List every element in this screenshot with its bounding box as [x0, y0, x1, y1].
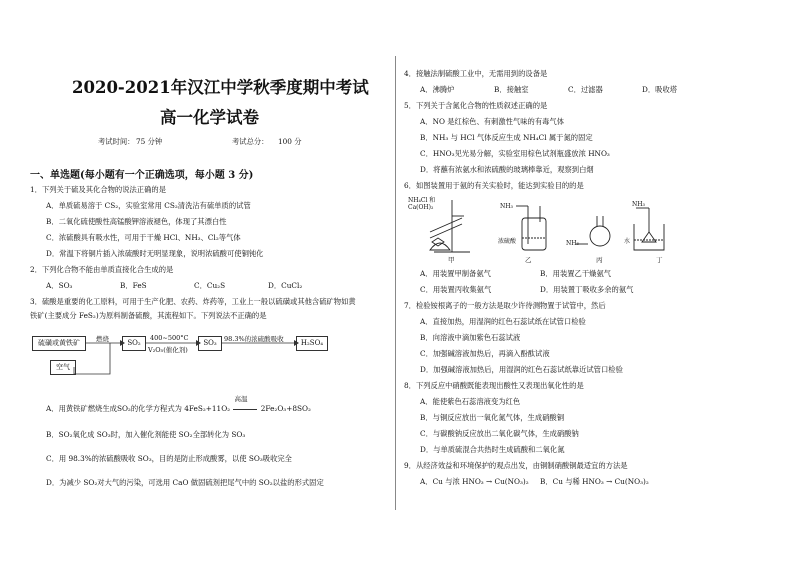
- q8-option-d: D．与单质硫混合共热时生成硫酸和二氧化氮: [420, 445, 565, 454]
- q3-stem-line2: 铁矿(主要成分 FeS₂)为原料制备硫酸，其流程如下。下列说法不正确的是: [30, 311, 267, 320]
- q5-option-c: C．HNO₃见光易分解，实验室用棕色试剂瓶盛放浓 HNO₃: [420, 149, 610, 158]
- q4-stem: 4．接触法制硫酸工业中，无需用到的设备是: [404, 69, 548, 78]
- q1-stem: 1．下列关于硫及其化合物的说法正确的是: [30, 185, 166, 194]
- column-divider: [395, 56, 396, 510]
- q5-option-a: A．NO 是红棕色、有刺激性气味的有毒气体: [420, 117, 565, 126]
- fig-nh3-c-label: NH₃: [566, 240, 579, 247]
- fig-caption-b: 乙: [525, 256, 532, 264]
- q1-option-b: B．二氧化硫使酸性高锰酸钾溶液褪色，体现了其漂白性: [46, 217, 227, 226]
- q2-option-a: A．SO₃: [46, 281, 73, 290]
- q5-option-d: D．将蘸有浓氨水和浓硫酸的玻璃棒靠近，观察到白烟: [420, 165, 594, 174]
- q8-option-a: A．能使紫色石蕊溶液变为红色: [420, 397, 521, 406]
- q2-stem: 2．下列化合物不能由单质直接化合生成的是: [30, 265, 174, 274]
- q4-option-b: B．接触室: [494, 85, 529, 94]
- fig-nh3-d-label: NH₃: [632, 201, 645, 208]
- q7-option-d: D．加强碱溶液加热后，用湿润的红色石蕊试纸靠近试管口检验: [420, 365, 623, 374]
- q6-option-b: B．用装置乙干燥氨气: [540, 269, 612, 278]
- q5-stem: 5．下列关于含氮化合物的性质叙述正确的是: [404, 101, 548, 110]
- q9-option-b: B．Cu 与稀 HNO₃ → Cu(NO₃)₂: [540, 477, 649, 486]
- fig-caption-d: 丁: [656, 256, 663, 264]
- q3-a-condition: 高温: [234, 395, 248, 403]
- q4-option-c: C．过滤器: [568, 85, 603, 94]
- q2-option-c: C．Cu₂S: [194, 281, 226, 290]
- q3-option-a: A．用黄铁矿燃烧生成SO₂的化学方程式为 4FeS₂+11O₂ 高温 2Fe₂O₃+8SO₂: [46, 395, 311, 413]
- flow-air-box: 空气: [50, 360, 76, 375]
- q3-stem-line1: 3．硫酸是重要的化工原料，可用于生产化肥、农药、炸药等，工业上一般以硫磺或其他含硫矿物如黄: [30, 297, 356, 306]
- flow-so2-box: SO₂: [122, 336, 146, 351]
- q7-stem: 7．检验铵根离子的一般方法是取少许待测物置于试管中，然后: [404, 301, 606, 310]
- q3-option-b: B．SO₂氧化成 SO₃时，加入催化剂能使 SO₂全部转化为 SO₃: [46, 430, 246, 439]
- fig-reagent-label: NH₄Cl 和 Ca(OH)₂: [408, 197, 436, 211]
- flow-burn-label: 燃烧: [96, 335, 109, 343]
- fig-caption-c: 丙: [596, 256, 603, 264]
- q8-option-c: C．与碳酸钠反应放出二氧化碳气体，生成硝酸钠: [420, 429, 579, 438]
- ammonia-apparatus-figure: [404, 196, 694, 262]
- exam-title: 2020-2021年汉江中学秋季度期中考试: [72, 78, 369, 97]
- q8-stem: 8．下列反应中硝酸既能表现出酸性又表现出氧化性的是: [404, 381, 584, 390]
- fig-acid-label: 浓硫酸: [498, 238, 517, 245]
- flow-temp-label: 400~500°C: [150, 334, 189, 342]
- q8-option-b: B．与铜反应放出一氧化氮气体，生成硝酸铜: [420, 413, 565, 422]
- flow-h2so4-box: H₂SO₄: [296, 336, 328, 351]
- q4-option-d: D．吸收塔: [642, 85, 678, 94]
- flow-so3-box: SO₃: [198, 336, 222, 351]
- flow-ore-box: 硫磺或黄铁矿: [32, 336, 86, 351]
- q5-option-b: B．NH₃ 与 HCl 气体反应生成 NH₄Cl 属于氮的固定: [420, 133, 593, 142]
- q7-option-a: A．直接加热，用湿润的红色石蕊试纸在试管口检验: [420, 317, 586, 326]
- flow-absorb-label: 98.3%的浓硫酸吸收: [224, 335, 284, 343]
- q2-option-b: B．FeS: [120, 281, 147, 290]
- exam-time-value: 75 分钟: [136, 137, 163, 146]
- fig-nh3-b-label: NH₃: [500, 203, 513, 210]
- q6-option-c: C．用装置丙收集氨气: [420, 285, 492, 294]
- q9-option-a: A．Cu 与浓 HNO₃ → Cu(NO₃)₂: [420, 477, 529, 486]
- fig-caption-a: 甲: [448, 256, 455, 264]
- q2-option-d: D．CuCl₂: [268, 281, 303, 290]
- exam-time-label: 考试时间：: [98, 137, 135, 146]
- q6-option-d: D．用装置丁吸收多余的氨气: [540, 285, 634, 294]
- q6-option-a: A．用装置甲制备氨气: [420, 269, 491, 278]
- q7-option-c: C．加强碱溶液加热后，再滴入酚酞试液: [420, 349, 550, 358]
- q1-option-a: A．单质硫易溶于 CS₂，实验室常用 CS₂清洗沾有硫单质的试管: [46, 201, 251, 210]
- exam-score-value: 100 分: [278, 137, 302, 146]
- q1-option-c: C．浓硫酸具有吸水性，可用于干燥 HCl、NH₃、Cl₂等气体: [46, 233, 241, 242]
- exam-score-label: 考试总分：: [232, 137, 269, 146]
- q9-stem: 9．从经济效益和环境保护的观点出发，由铜制硝酸铜最适宜的方法是: [404, 461, 628, 470]
- flow-catalyst-label: V₂O₅(催化剂): [148, 346, 188, 354]
- section-heading: 一、单选题(每小题有一个正确选项，每小题 3 分): [30, 170, 254, 181]
- fig-water-label: 水: [624, 238, 631, 245]
- q6-stem: 6．如图装置用于氨的有关实验时，能达到实验目的的是: [404, 181, 584, 190]
- q1-option-d: D．常温下将铜片插入浓硫酸时无明显现象，说明浓硫酸可使铜钝化: [46, 249, 264, 258]
- q4-option-a: A．沸腾炉: [420, 85, 455, 94]
- q3-option-c: C．用 98.3%的浓硫酸吸收 SO₃，目的是防止形成酸雾，以使 SO₃吸收完全: [46, 454, 292, 463]
- q3-option-d: D．为减少 SO₂对大气的污染，可选用 CaO 做固硫剂把尾气中的 SO₂以盐的形式固定: [46, 478, 324, 487]
- exam-subtitle: 高一化学试卷: [160, 108, 259, 127]
- q7-option-b: B．向溶液中滴加紫色石蕊试液: [420, 333, 521, 342]
